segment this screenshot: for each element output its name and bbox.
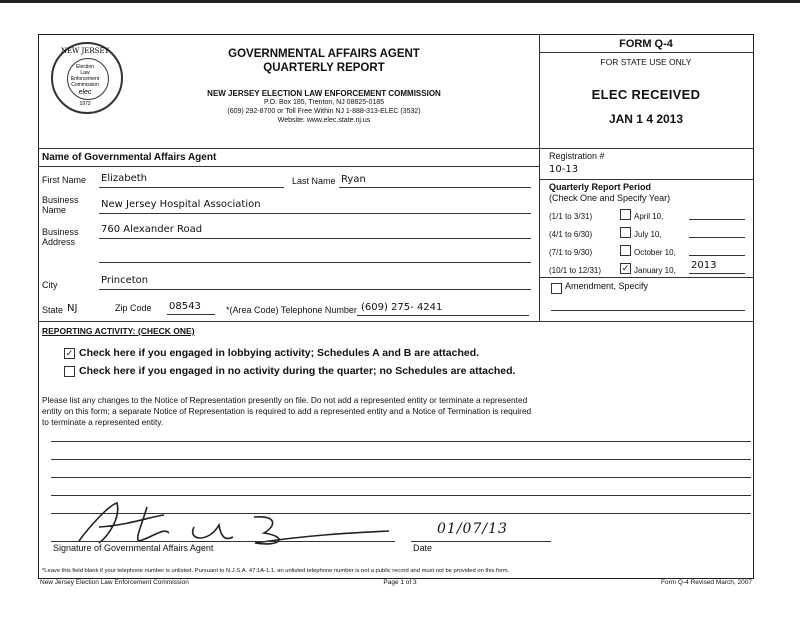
phone-line <box>357 315 529 316</box>
footer-right: Form Q-4 Revised March, 2007 <box>660 579 752 586</box>
commission-website: Website: www.elec.state.nj.us <box>277 117 371 124</box>
period-checkbox[interactable] <box>620 245 631 256</box>
footer-left: New Jersey Election Law Enforcement Commission <box>40 579 189 586</box>
received-stamp-date: JAN 1 4 2013 <box>608 112 684 126</box>
activity-option2-checkbox[interactable] <box>64 366 75 377</box>
activity-heading: REPORTING ACTIVITY: (CHECK ONE) <box>42 326 195 336</box>
phone-label: *(Area Code) Telephone Number <box>226 305 357 315</box>
first-name-label: First Name <box>42 175 87 185</box>
period-separator <box>539 277 753 278</box>
phone-value[interactable]: (609) 275- 4241 <box>361 302 443 313</box>
checkmark-icon: ✓ <box>65 348 74 358</box>
business-name-value[interactable]: New Jersey Hospital Association <box>101 199 261 210</box>
footnote: *Leave this field blank if your telephone number is unlisted. Pursuant to N.J.S.A. 47:1A-1.1, an unlisted telephone number is not a public record and must not be provided on this form. <box>42 568 510 574</box>
notice-line2: entity on this form; a separate Notice of Representation is required to add a represented entity and a Notice of Termination is required <box>42 406 532 416</box>
period-subtitle: (Check One and Specify Year) <box>549 193 671 203</box>
elec-seal-icon <box>51 42 123 114</box>
registration-separator <box>539 179 753 180</box>
period-title: Quarterly Report Period <box>549 182 652 192</box>
business-address-label-2: Address <box>42 237 76 247</box>
header-separator <box>39 148 753 149</box>
changes-line-1[interactable] <box>51 441 751 442</box>
period-range: (10/1 to 12/31) <box>549 266 602 275</box>
period-range: (1/1 to 3/31) <box>549 212 593 221</box>
checkmark-icon: ✓ <box>621 263 630 273</box>
changes-line-3[interactable] <box>51 477 751 478</box>
state-value[interactable]: NJ <box>67 303 78 314</box>
signature-label: Signature of Governmental Affairs Agent <box>53 543 214 553</box>
form-id-underline <box>539 52 753 53</box>
svg-text:Commission: Commission <box>71 82 99 88</box>
svg-text:Enforcement: Enforcement <box>70 76 100 82</box>
activity-option1-checkbox[interactable] <box>64 348 75 359</box>
period-year-line <box>689 273 745 274</box>
address-line-2 <box>99 262 531 263</box>
signature-scribble <box>69 497 399 547</box>
zip-label: Zip Code <box>115 303 152 313</box>
period-year-line <box>689 237 745 238</box>
state-use-label: FOR STATE USE ONLY <box>600 57 692 67</box>
period-label: April 10, <box>634 212 664 221</box>
period-label: July 10, <box>634 230 662 239</box>
zip-value[interactable]: 08543 <box>169 301 201 312</box>
svg-text:elec: elec <box>78 89 92 96</box>
notice-line3: to terminate a represented entity. <box>42 417 164 427</box>
notice-line1: Please list any changes to the Notice of Representation presently on file. Do not add a represented entity or terminate a represented <box>42 395 528 405</box>
business-address-label-1: Business <box>42 227 79 237</box>
business-address-value[interactable]: 760 Alexander Road <box>101 224 203 235</box>
registration-value[interactable]: 10-13 <box>549 164 579 175</box>
title-line1: GOVERNMENTAL AFFAIRS AGENT <box>228 48 420 60</box>
first-name-value[interactable]: Elizabeth <box>101 173 148 184</box>
amendment-checkbox[interactable] <box>551 283 562 294</box>
business-name-label-1: Business <box>42 195 79 205</box>
amendment-label: Amendment, Specify <box>565 281 649 291</box>
period-range: (4/1 to 6/30) <box>549 230 593 239</box>
zip-line <box>167 314 215 315</box>
agent-section-title: Name of Governmental Affairs Agent <box>42 152 217 163</box>
state-label: State <box>42 305 64 315</box>
date-label: Date <box>413 543 433 553</box>
business-name-line <box>99 213 531 214</box>
period-label: October 10, <box>634 248 676 257</box>
changes-line-4[interactable] <box>51 495 751 496</box>
amendment-line <box>551 310 745 311</box>
period-year-line <box>689 255 745 256</box>
footer-center: Page 1 of 3 <box>383 579 417 586</box>
period-year[interactable]: 2013 <box>691 260 717 271</box>
period-year-line <box>689 219 745 220</box>
address-line-1 <box>99 238 531 239</box>
first-name-line <box>99 187 284 188</box>
period-checkbox[interactable] <box>620 227 631 238</box>
last-name-line <box>339 187 531 188</box>
registration-label: Registration # <box>549 151 605 161</box>
svg-text:1973: 1973 <box>79 101 91 107</box>
svg-text:Law: Law <box>80 70 90 76</box>
business-name-label-2: Name <box>42 205 67 215</box>
svg-text:NEW JERSEY: NEW JERSEY <box>60 47 110 55</box>
last-name-label: Last Name <box>292 176 336 186</box>
form-q4 <box>38 34 754 579</box>
changes-line-2[interactable] <box>51 459 751 460</box>
date-line <box>411 541 551 542</box>
period-label: January 10, <box>634 266 676 275</box>
city-line <box>99 289 531 290</box>
commission-phone: (609) 292-8700 or Toll Free Within NJ 1-888-313-ELEC (3532) <box>227 108 421 115</box>
right-column-divider <box>539 35 540 321</box>
form-id: FORM Q-4 <box>619 38 673 50</box>
city-label: City <box>42 280 58 290</box>
activity-option1-label: Check here if you engaged in lobbying activity; Schedules A and B are attached. <box>79 347 480 359</box>
city-value[interactable]: Princeton <box>101 275 149 286</box>
commission-name: NEW JERSEY ELECTION LAW ENFORCEMENT COMMISSION <box>207 89 441 98</box>
last-name-value[interactable]: Ryan <box>341 174 366 185</box>
received-stamp: ELEC RECEIVED <box>591 87 701 102</box>
scan-top-edge <box>0 0 800 3</box>
date-value[interactable]: 01/07/13 <box>437 521 508 537</box>
svg-text:Election: Election <box>76 64 94 70</box>
title-line2: QUARTERLY REPORT <box>263 62 385 74</box>
period-checkbox[interactable] <box>620 209 631 220</box>
agent-section-bottom <box>39 321 753 322</box>
period-range: (7/1 to 9/30) <box>549 248 593 257</box>
signature-line <box>51 541 395 542</box>
commission-address: P.O. Box 185, Trenton, NJ 08625-0185 <box>263 99 385 106</box>
activity-option2-label: Check here if you engaged in no activity during the quarter; no Schedules are attached. <box>79 365 516 377</box>
agent-title-underline <box>39 166 539 167</box>
period-checkbox[interactable] <box>620 263 631 274</box>
